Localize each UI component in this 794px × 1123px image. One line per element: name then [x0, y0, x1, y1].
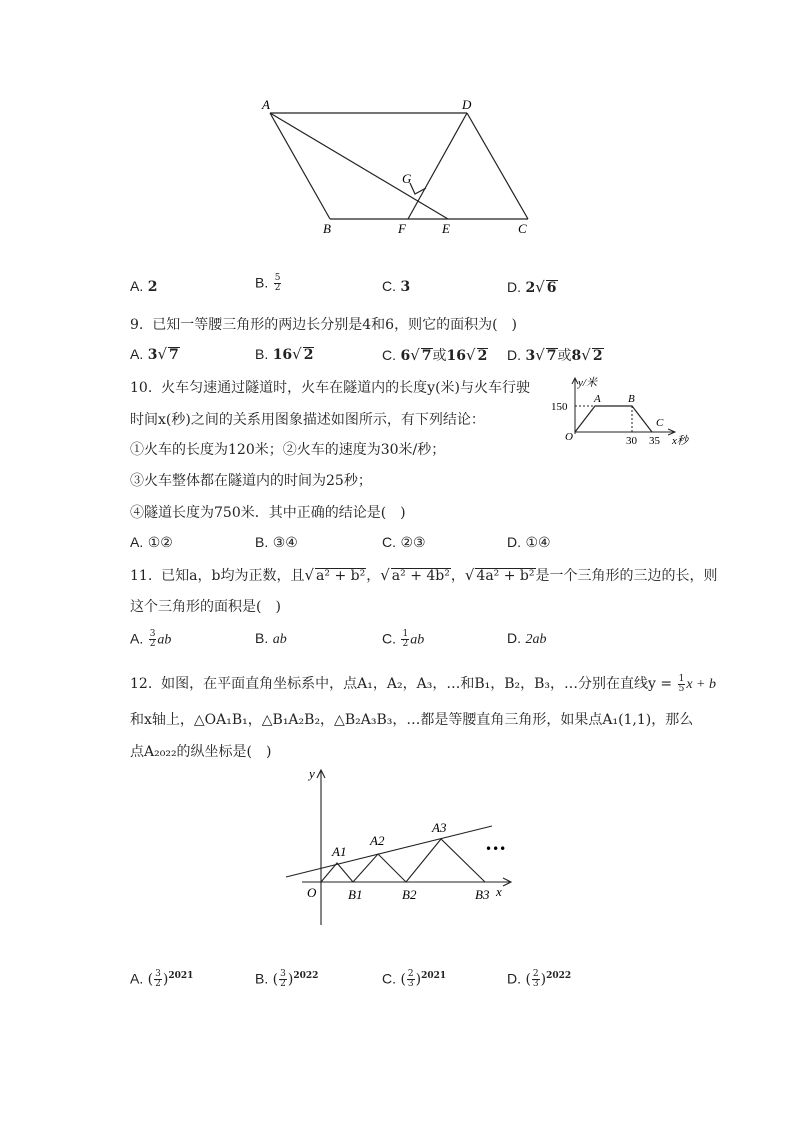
segment-AB [270, 113, 330, 219]
segment-DF [408, 113, 467, 219]
graph-line [575, 406, 652, 432]
x-tick-30: 30 [626, 435, 637, 447]
segment-AE [270, 113, 448, 219]
q11-options [130, 630, 710, 654]
B2-label: B2 [402, 887, 417, 902]
q12-option-c[interactable]: C. ( $\frac{2}{3}$ )$^{2021}$ [382, 969, 447, 989]
label-E: E [442, 221, 450, 236]
y-label: y [309, 766, 315, 781]
q10-line5: ④隧道长度为750米．其中正确的结论是( ) [130, 505, 406, 521]
y-axis-label: y/米 [578, 377, 597, 389]
q10-options [130, 534, 710, 558]
segment-DC [467, 113, 528, 219]
q9-option-a[interactable]: A. 3√ 7 [130, 345, 179, 363]
triangle-B2A3B3 [406, 839, 485, 882]
coordinate-graph [282, 765, 522, 930]
q12-line2: 和x轴上，△OA₁B₁，△B₁A₂B₂，△B₂A₃B₃，…都是等腰直角三角形，如果点A₁(1,1)，那么 [130, 712, 694, 728]
x-tick-35: 35 [649, 435, 660, 447]
fraction: $\frac{5}{2}$ [274, 273, 281, 293]
q8-option-a[interactable]: A. 2 [130, 278, 158, 295]
q12-option-a[interactable]: A. ( $\frac{3}{2}$ )$^{2021}$ [130, 969, 194, 989]
origin-label: O [565, 431, 573, 443]
q10-option-d[interactable]: D. ①④ [507, 534, 551, 551]
q10-line3: ①火车的长度为120米；②火车的速度为30米/秒； [130, 442, 446, 458]
q9-stem: 9. 已知一等腰三角形的两边长分别是4和6，则它的面积为( ) [130, 317, 518, 333]
q11-line2: 这个三角形的面积是( ) [130, 599, 281, 615]
point-B-label: B [628, 393, 635, 405]
label-D: D [462, 97, 472, 112]
point-C-label: C [656, 417, 664, 429]
q11-option-a[interactable]: A. $\frac{3}{2}$ ab [130, 629, 172, 649]
point-A-label: A [594, 393, 601, 405]
line-y-equals [286, 826, 492, 877]
q10-option-b[interactable]: B. ③④ [255, 534, 298, 551]
q10-option-a[interactable]: A. ①② [130, 534, 173, 551]
q10-line1: 10. 火车匀速通过隧道时，火车在隧道内的长度y(米)与火车行驶 [130, 380, 531, 396]
B1-label: B1 [348, 887, 363, 902]
q11-option-c[interactable]: C. $\frac{1}{2}$ ab [382, 629, 425, 649]
origin-label: O [307, 885, 317, 900]
q10-line2: 时间x(秒)之间的关系用图象描述如图所示，有下列结论： [130, 412, 485, 428]
q10-option-c[interactable]: C. ②③ [382, 534, 426, 551]
label-G: G [402, 171, 412, 186]
q8-option-c[interactable]: C. 3 [382, 278, 411, 295]
q10-line4: ③火车整体都在隧道内的时间为25秒； [130, 473, 372, 489]
q11-option-b[interactable]: B. ab [255, 630, 287, 647]
q9-options [130, 345, 710, 369]
continuation-dots: ••• [485, 842, 507, 856]
q9-option-d[interactable]: D. 3√ 7或8√ 2 [507, 346, 603, 364]
train-graph [548, 374, 698, 450]
right-angle-mark [410, 183, 426, 194]
label-A: A [262, 97, 270, 112]
parallelogram-figure [250, 95, 550, 240]
x-label: x [496, 884, 502, 899]
y-tick-150: 150 [551, 401, 568, 413]
label-B: B [323, 221, 331, 236]
B3-label: B3 [475, 887, 490, 902]
q9-option-c[interactable]: C. 6√ 7或16√ 2 [382, 346, 488, 364]
label-C: C [518, 221, 527, 236]
x-axis-label: x秒 [672, 435, 688, 447]
q11-option-d[interactable]: D. 2ab [507, 630, 547, 647]
q12-line3: 点A₂₀₂₂的纵坐标是( ) [130, 744, 272, 760]
A3-label: A3 [432, 820, 447, 835]
q11-line1: 11. 已知a，b均为正数，且√ a² + b²，√ a² + 4b²，√ 4a² + b²是一个三角形的三边的长，则 [130, 566, 718, 584]
A1-label: A1 [332, 844, 347, 859]
q12-options [130, 970, 710, 994]
A2-label: A2 [370, 833, 385, 848]
q12-line1: 12. 如图，在平面直角坐标系中，点A₁，A₂，A₃，…和B₁，B₂，B₃，…分别在直线y = $\frac{1}{5}$ x + b [130, 673, 716, 694]
triangle-OA1B1 [321, 863, 353, 882]
q9-option-b[interactable]: B. 16√ 2 [255, 345, 314, 363]
q12-option-d[interactable]: D. ( $\frac{2}{3}$ )$^{2022}$ [507, 969, 572, 989]
label-F: F [398, 221, 406, 236]
q8-option-d[interactable]: D. 2√ 6 [507, 278, 557, 296]
q8-options [130, 273, 710, 302]
q8-option-b[interactable]: B. $\frac{5}{2}$ [255, 273, 281, 293]
q12-option-b[interactable]: B. ( $\frac{3}{2}$ )$^{2022}$ [255, 969, 319, 989]
